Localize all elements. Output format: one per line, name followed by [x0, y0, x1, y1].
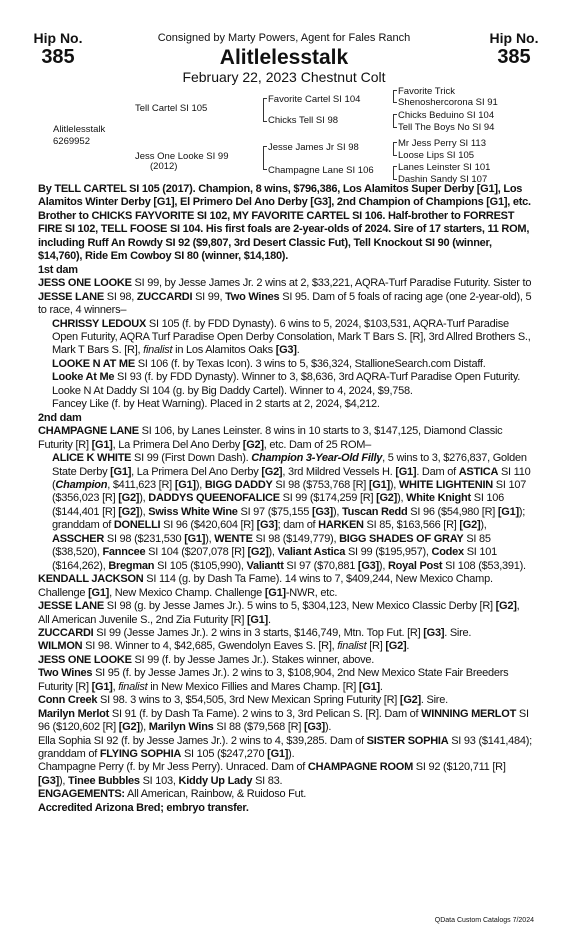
pedigree-bracket	[263, 98, 267, 122]
hip-number: 385	[41, 46, 75, 68]
pedigree-dds: Lanes Leinster SI 101	[398, 162, 491, 173]
hip-label: Hip No.	[33, 30, 83, 46]
accredited: Accredited Arizona Bred; embryo transfer.	[38, 801, 249, 814]
pedigree-sd: Chicks Tell SI 98	[268, 115, 339, 126]
pedigree-bracket	[263, 146, 267, 170]
pedigree-dam: Jess One Looke SI 99	[135, 151, 229, 162]
pedigree-subject-id: 6269952	[53, 136, 90, 147]
pedigree-sdd: Tell The Boys No SI 94	[398, 122, 495, 133]
first-dam-text: JESS ONE LOOKE SI 99, by Jesse James Jr. 2 wins at 2, $33,221, AQRA-Turf Paradise Futurity. Sister to JESSE LANE SI 98, ZUCCARDI SI 99, Two Wines SI 95. Dam of 5 foals of racing age (one 2-year-old), 5 to race, 4 winners– CHRISSY LEDOUX SI 105 (f. by FDD Dynasty). 6 wins to 5, 2024, $103,531, AQRA-Turf Paradise Open Futurity, AQRA Turf Paradise Open Derby Consolation, Mark T Bars S. [R], 3rd Allred Brothers S., Mark T Bars S. [R], finalist in Los Alamitos Oaks [G3]. LOOKE N AT ME SI 106 (f. by Texas Icon). 3 wins to 5, $36,324, StallioneSearch.com Distaff. Looke At Me SI 93 (f. by FDD Dynasty). Winner to 3, $8,636, 3rd AQRA-Turf Paradise Open Futurity. Looke N At Daddy SI 104 (g. by Big Daddy Cartel). Winner to 4, 2024, $9,758. Fancey Like (f. by Heat Warning). Placed in 2 starts at 2, 2024, $4,212.	[38, 277, 532, 411]
pedigree-dam-year: (2012)	[150, 161, 178, 172]
pedigree-bracket	[393, 166, 397, 180]
pedigree-bracket	[393, 90, 397, 103]
pedigree-ds: Jesse James Jr SI 98	[268, 142, 359, 153]
pedigree-dss: Mr Jess Perry SI 113	[398, 138, 486, 149]
hip-number: 385	[497, 46, 531, 68]
pedigree-subject: Alitlelesstalk	[53, 124, 106, 135]
pedigree-dd: Champagne Lane SI 106	[268, 165, 374, 176]
sire-paragraph: By TELL CARTEL SI 105 (2017). Champion, 8 wins, $796,386, Los Alamitos Super Derby [G1], Los Alamitos Winter Derby [G1], El Primero Del Ano Derby [G3], 2nd Champion of Champions [G1], etc. Brother to CHICKS FAYVORITE SI 102, MY FAVORITE CARTEL SI 106. Half-brother to FORREST FIRE SI 102, TELL FOOSE SI 104. His first foals are 2-year-olds of 2024. Sire of 17 starters, 11 ROM, including Ruff An Rowdy SI 92 ($9,807, 3rd Desert Classic Fut), Tell Knockout SI 90 (winner, $14,760), Ride Em Cowboy SI 80 (winner, $14,180).	[38, 183, 531, 263]
pedigree-ssd: Shenoshercorona SI 91	[398, 97, 498, 108]
pedigree-bracket	[393, 114, 397, 128]
footer-credit: QData Custom Catalogs 7/2024	[434, 917, 534, 924]
hip-label: Hip No.	[489, 30, 539, 46]
consignor-line: Consigned by Marty Powers, Agent for Fales Ranch	[157, 32, 411, 44]
pedigree-ss: Favorite Cartel SI 104	[268, 94, 361, 105]
pedigree-sds: Chicks Beduino SI 104	[398, 110, 495, 121]
first-dam-heading: 1st dam	[38, 263, 78, 276]
pedigree-dsd: Loose Lips SI 105	[398, 150, 475, 161]
second-dam-heading: 2nd dam	[38, 411, 82, 424]
pedigree-sire: Tell Cartel SI 105	[135, 103, 208, 114]
pedigree-ddd: Dashin Sandy SI 107	[398, 174, 488, 185]
pedigree-bracket	[393, 142, 397, 156]
second-dam-text: CHAMPAGNE LANE SI 106, by Lanes Leinster. 8 wins in 10 starts to 3, $147,125, Diamond Classic Futurity [R] [G1], La Primera Del Ano Derby [G2], etc. Dam of 25 ROM– ALICE K WHITE SI 99 (First Down Dash). Champion 3-Year-Old Filly, 5 wins to 3, $276,837, Golden State Derby [G1], La Primera Del Ano Derby [G2], 3rd Mildred Vessels H. [G1]. Dam of ASTICA SI 110 (Champion, $411,623 [R] [G1]), BIGG DADDY SI 98 ($753,768 [R] [G1]), WHITE LIGHTENIN SI 107 ($356,023 [R] [G2]), DADDYS QUEENOFALICE SI 99 ($174,259 [R] [G2]), White Knight SI 106 ($144,401 [R] [G2]), Swiss White Wine SI 97 ($75,155 [G3]), Tuscan Redd SI 96 ($54,980 [R] [G1]); granddam of DONELLI SI 96 ($420,604 [R] [G3]; dam of HARKEN SI 85, $163,566 [R] [G2]), ASSCHER SI 98 ($231,530 [G1]), WENTE SI 98 ($149,779), BIGG SHADES OF GRAY SI 85 ($38,520), Fanncee SI 104 ($207,078 [R] [G2]), Valiant Astica SI 99 ($195,957), Codex SI 101 ($164,262), Bregman SI 105 ($105,990), Valiantt SI 97 ($70,881 [G3]), Royal Post SI 108 ($53,391). KENDALL JACKSON SI 114 (g. by Dash Ta Fame). 14 wins to 7, $409,244, New Mexico Champ. Challenge [G1], New Mexico Champ. Challenge [G1]-NWR, etc. JESSE LANE SI 98 (g. by Jesse James Jr.). 5 wins to 5, $304,123, New Mexico Classic Derby [R] [G2], All American Juvenile S., 2nd Zia Futurity [R] [G1]. ZUCCARDI SI 99 (Jesse James Jr.). 2 wins in 3 starts, $146,749, Mtn. Top Fut. [R] [G3]. Sire. WILMON SI 98. Winner to 4, $42,685, Gwendolyn Eaves S. [R], finalist [R] [G2]. JESS ONE LOOKE SI 99 (f. by Jesse James Jr.). Stakes winner, above. Two Wines SI 95 (f. by Jesse James Jr.). 2 wins to 3, $108,904, 2nd New Mexico State Fair Breeders Futurity [R] [G1], finalist in New Mexico Fillies and Mares Champ. [R] [G1]. Conn Creek SI 98. 3 wins to 3, $54,505, 3rd New Mexican Spring Futurity [R] [G2]. Sire. Marilyn Merlot SI 91 (f. by Dash Ta Fame). 2 wins to 3, 3rd Pelican S. [R]. Dam of WINNING MERLOT SI 96 ($120,602 [R] [G2]), Marilyn Wins SI 88 ($79,568 [R] [G3]). Ella Sophia SI 92 (f. by Jesse James Jr.). 2 wins to 4, $39,285. Dam of SISTER SOPHIA SI 93 ($141,484); granddam of FLYING SOPHIA SI 105 ($247,270 [G1]). Champagne Perry (f. by Mr Jess Perry). Unraced. Dam of CHAMPAGNE ROOM SI 92 ($120,711 [R] [G3]), Tinee Bubbles SI 103, Kiddy Up Lady SI 83.	[38, 425, 532, 787]
horse-name: Alitlelesstalk	[219, 46, 349, 69]
pedigree-sss: Favorite Trick	[398, 86, 456, 97]
catalog-body	[38, 183, 532, 815]
foal-info: February 22, 2023 Chestnut Colt	[182, 69, 386, 85]
engagements: ENGAGEMENTS: All American, Rainbow, & Ruidoso Fut.	[38, 788, 307, 801]
